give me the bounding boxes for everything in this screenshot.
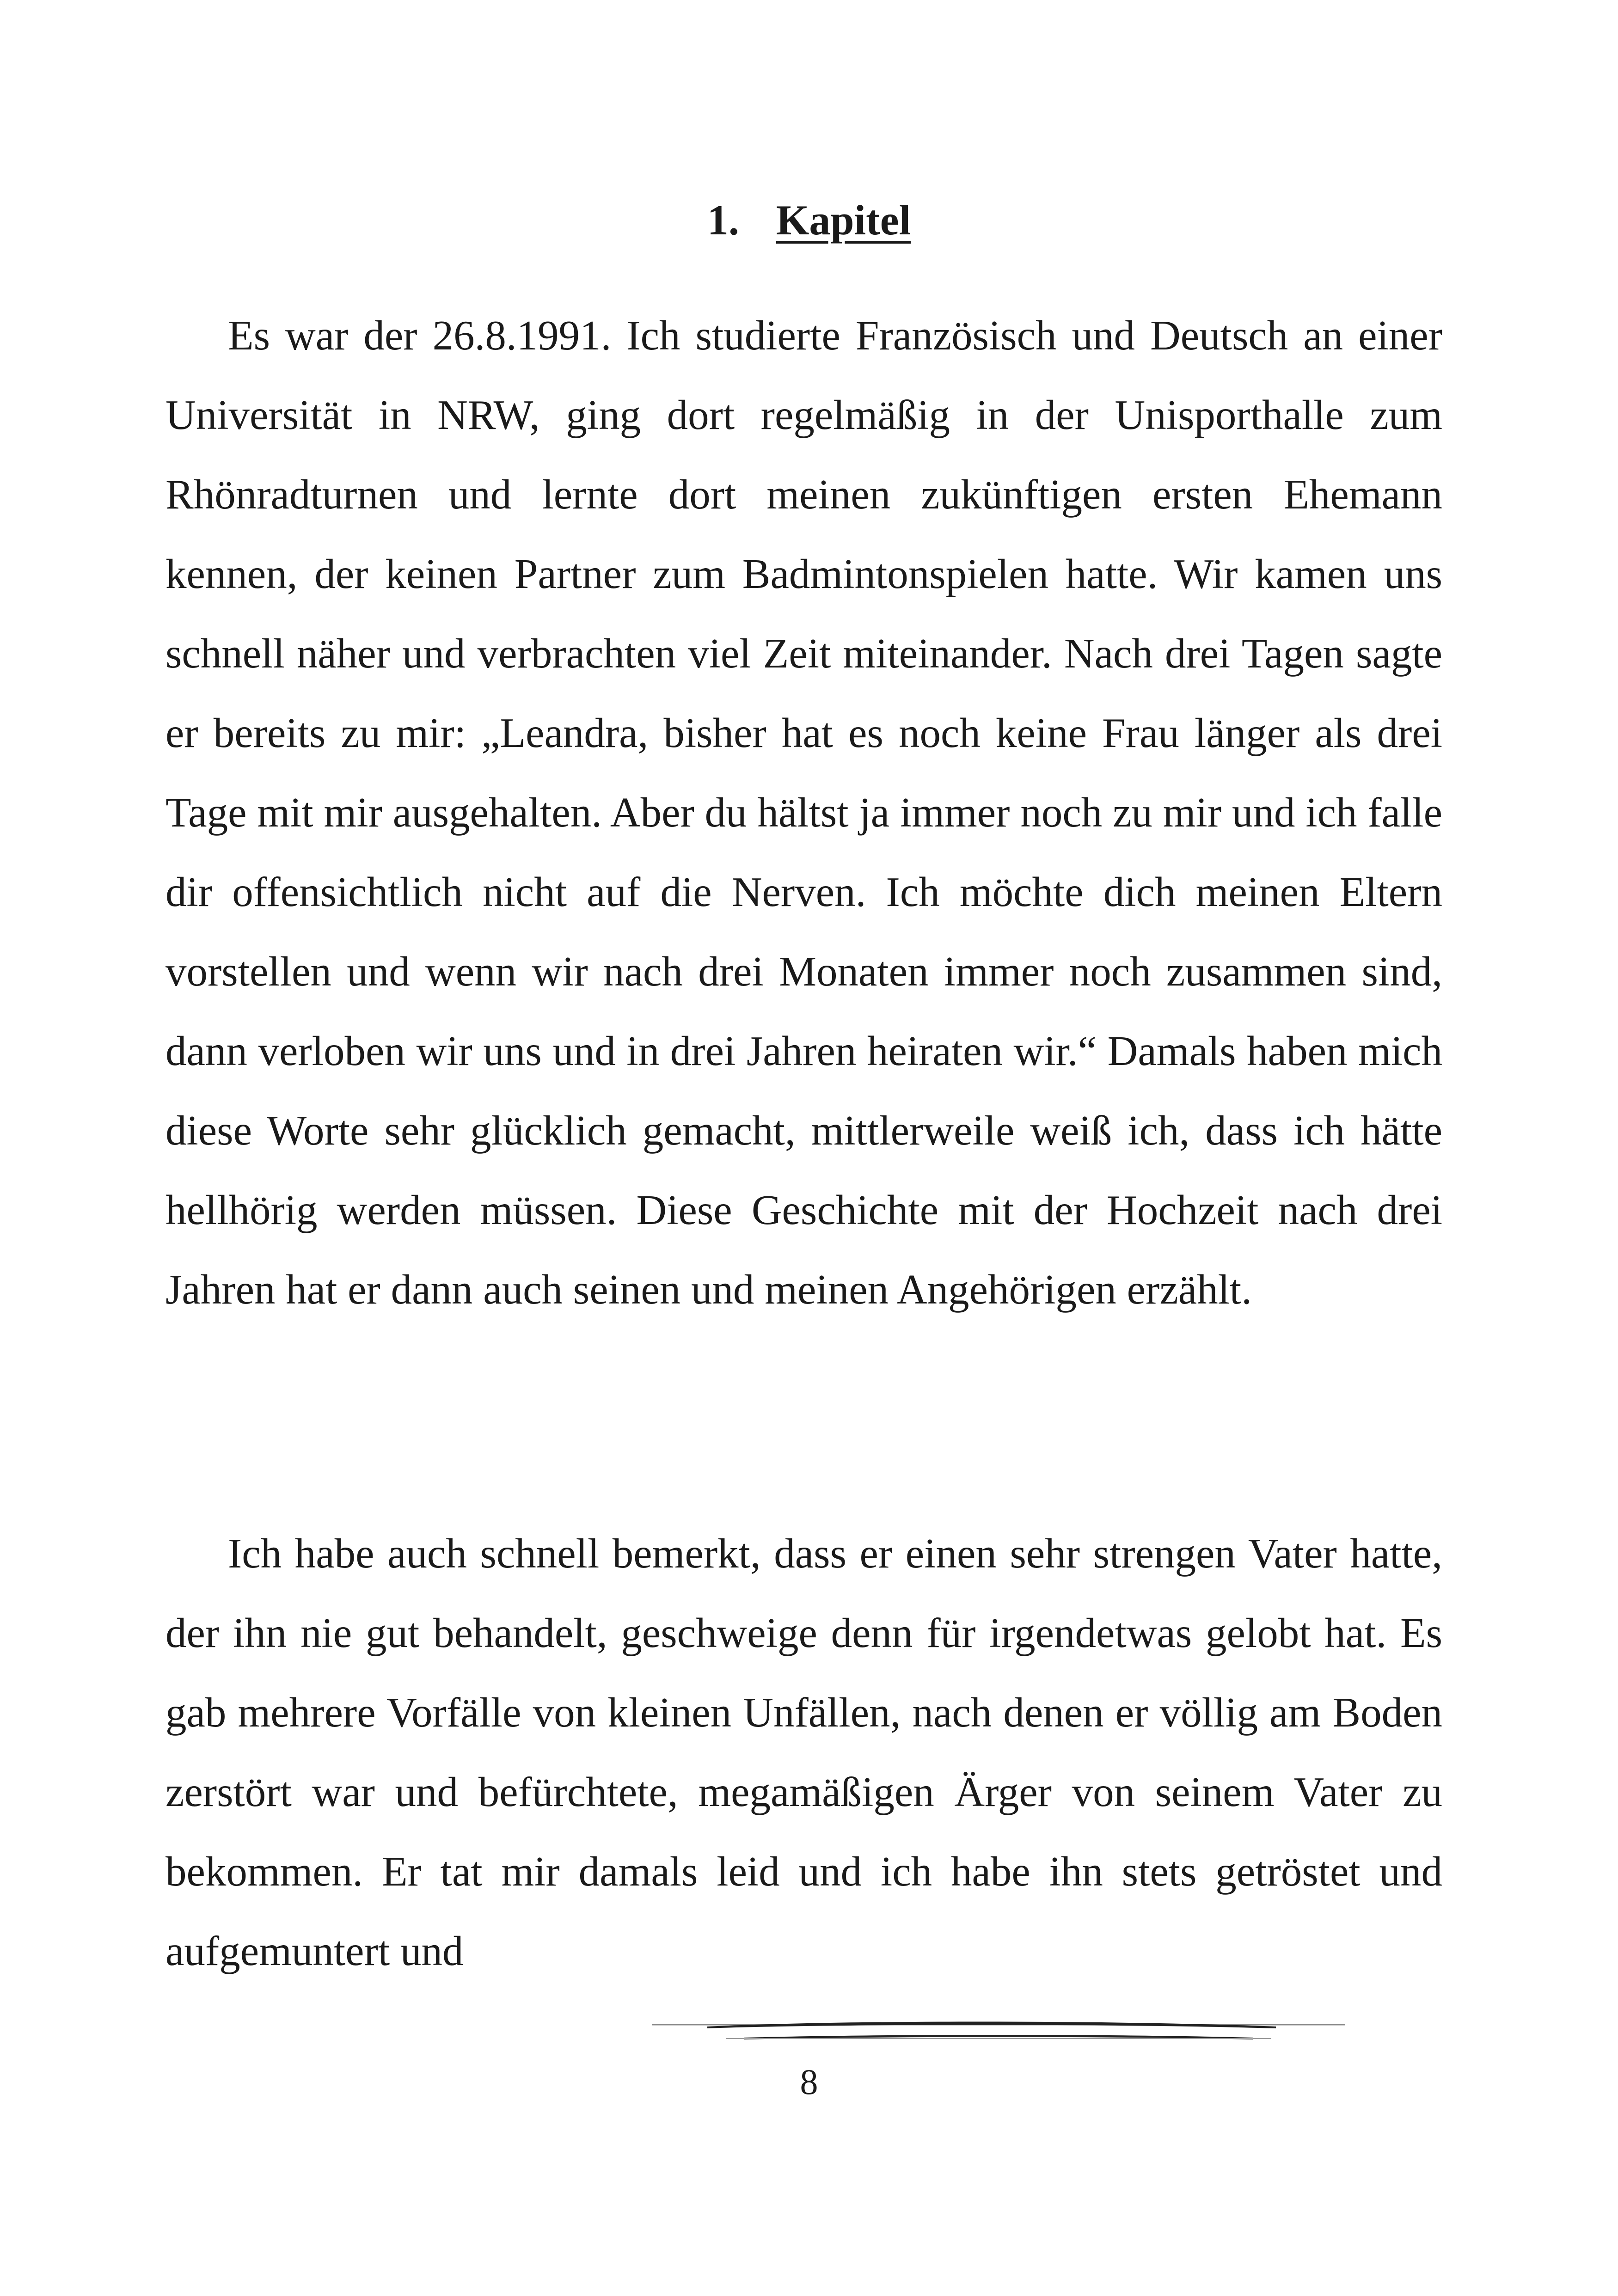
footer-ornament-divider <box>652 2011 1345 2048</box>
chapter-number: 1. <box>707 196 739 244</box>
page-number: 8 <box>800 2062 818 2102</box>
chapter-heading <box>0 196 1618 244</box>
paragraph-text: Es war der 26.8.1991. Ich studierte Französisch und Deutsch an einer Universität in NRW, ging dort regelmäßig in der Unisporthalle zum Rhönradturnen und lernte dort meinen zukünftigen ersten Ehemann kennen, der keinen Partner zum Badmintonspielen hatte. Wir kamen uns schnell näher und verbrachten viel Zeit miteinander. Nach drei Tagen sagte er bereits zu mir: „Leandra, bisher hat es noch keine Frau länger als drei Tage mit mir ausgehalten. Aber du hältst ja immer noch zu mir und ich falle dir offensichtlich nicht auf die Nerven. Ich möchte dich meinen Eltern vorstellen und wenn wir nach drei Monaten immer noch zusammen sind, dann verloben wir uns und in drei Jahren heiraten wir.“ Damals haben mich diese Worte sehr glücklich gemacht, mittlerweile weiß ich, dass ich hätte hellhörig werden müssen. Diese Geschichte mit der Hochzeit nach drei Jahren hat er dann auch seinen und meinen Angehörigen erzählt. <box>165 312 1442 1313</box>
body-paragraph-1 <box>165 296 1442 1329</box>
body-paragraph-2 <box>165 1514 1442 1991</box>
chapter-title: Kapitel <box>776 196 911 244</box>
paragraph-text: Ich habe auch schnell bemerkt, dass er einen sehr strengen Vater hatte, der ihn nie gut behandelt, geschweige denn für irgendetwas gelobt hat. Es gab mehrere Vorfälle von kleinen Unfällen, nach denen er völlig am Boden zerstört war und befürchtete, megamäßigen Ärger von seinem Vater zu bekommen. Er tat mir damals leid und ich habe ihn stets getröstet und aufgemuntert und <box>165 1530 1442 1974</box>
